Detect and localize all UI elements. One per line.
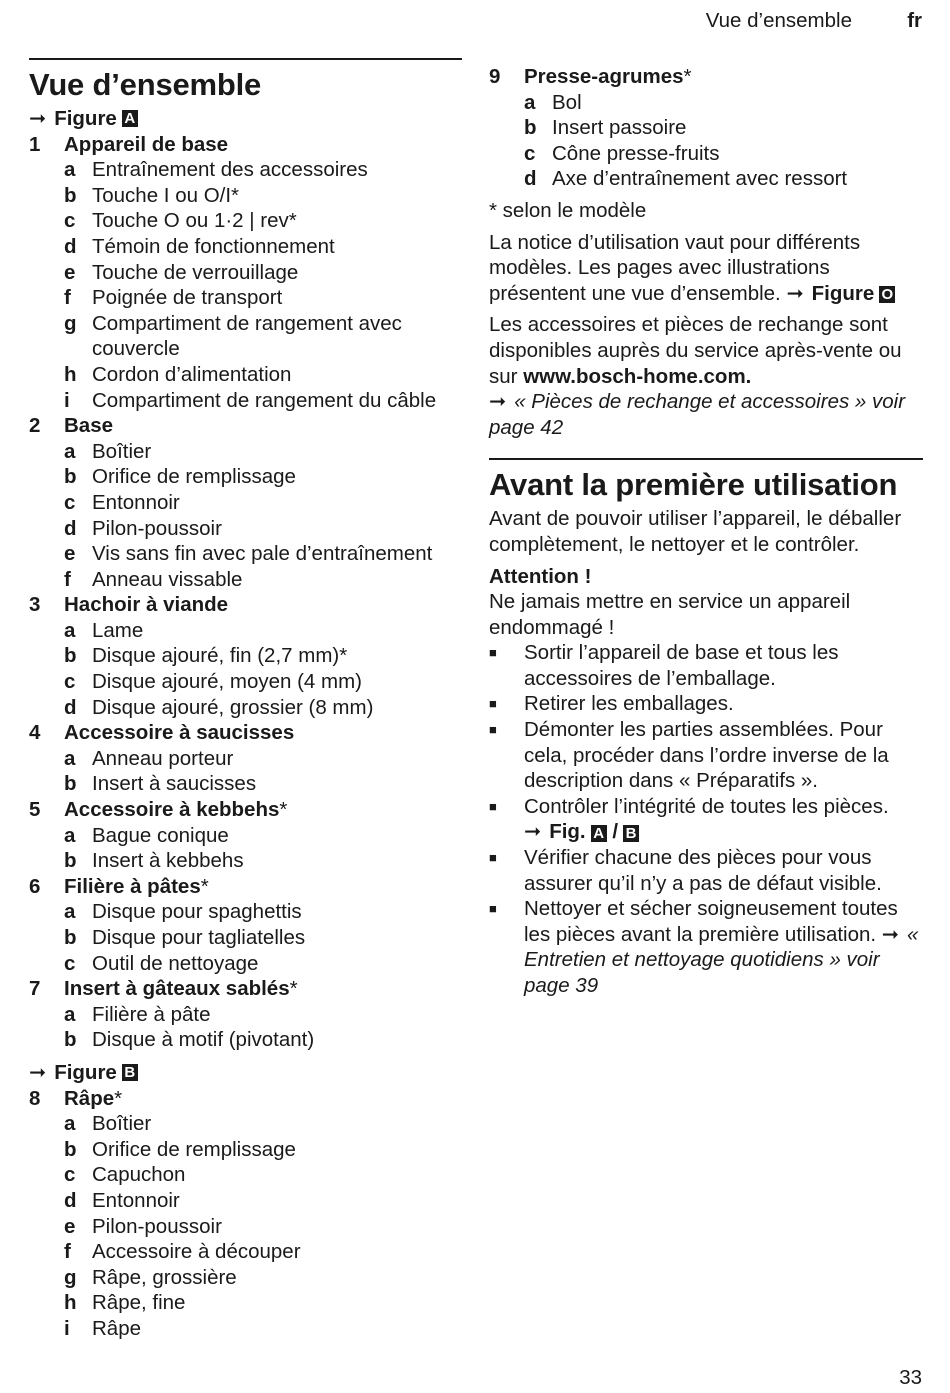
subitem-text: Poignée de transport bbox=[92, 286, 283, 310]
parts-subitem bbox=[29, 669, 462, 695]
subitem-text: Disque ajouré, moyen (4 mm) bbox=[92, 670, 363, 694]
group-title: Presse-agrumes bbox=[524, 65, 684, 88]
subitem-letter: f bbox=[64, 286, 71, 310]
subitem-text: Orifice de remplissage bbox=[92, 1137, 296, 1161]
subitem-text: Râpe bbox=[92, 1316, 142, 1340]
figure-letter-badge: A bbox=[122, 110, 138, 127]
parts-subitem bbox=[29, 464, 462, 490]
parts-list-a bbox=[29, 132, 462, 1053]
subitem-text: Disque à motif (pivotant) bbox=[92, 1028, 315, 1052]
subitem-text: Disque ajouré, grossier (8 mm) bbox=[92, 695, 374, 719]
group-title: Accessoire à saucisses bbox=[64, 721, 295, 745]
parts-group bbox=[29, 592, 462, 618]
section-heading: Vue d’ensemble bbox=[29, 67, 262, 102]
parts-subitem bbox=[29, 746, 462, 772]
parts-subitem bbox=[29, 925, 462, 951]
group-title: Filière à pâtes bbox=[64, 874, 201, 898]
step-item bbox=[489, 640, 923, 691]
subitem-letter: c bbox=[64, 1163, 76, 1187]
figure-label: Figure bbox=[811, 281, 875, 305]
step-text: Retirer les emballages. bbox=[524, 692, 734, 716]
group-asterisk: * bbox=[200, 874, 209, 898]
arrow-right-icon: ➞ bbox=[524, 820, 542, 844]
subitem-letter: i bbox=[64, 388, 70, 412]
group-title: Hachoir à viande bbox=[64, 593, 229, 617]
step-item bbox=[489, 845, 923, 896]
parts-subitem bbox=[489, 166, 923, 192]
subitem-text: Accessoire à découper bbox=[92, 1240, 301, 1264]
subitem-text: Râpe, grossière bbox=[92, 1265, 237, 1289]
subitem-letter: b bbox=[524, 116, 537, 140]
parts-subitem bbox=[29, 618, 462, 644]
subitem-letter: a bbox=[64, 618, 76, 642]
group-title: Accessoire à kebbehs bbox=[64, 798, 280, 822]
arrow-right-icon: ➞ bbox=[881, 922, 899, 946]
arrow-right-icon: ➞ bbox=[489, 390, 507, 414]
step-text: Vérifier chacune des pièces pour vous assurer qu’il n’y a pas de défaut visible. bbox=[524, 846, 882, 895]
section-heading-first-use: Avant la première utilisation bbox=[489, 467, 898, 503]
subitem-text: Râpe, fine bbox=[92, 1291, 186, 1315]
parts-subitem bbox=[29, 1239, 462, 1265]
subitem-letter: e bbox=[64, 260, 76, 284]
figure-letter-badge: A bbox=[591, 825, 607, 842]
subitem-letter: a bbox=[64, 1112, 76, 1136]
subitem-text: Cône presse-fruits bbox=[552, 141, 720, 165]
subitem-text: Outil de nettoyage bbox=[92, 951, 259, 975]
subitem-letter: e bbox=[64, 542, 76, 566]
parts-subitem bbox=[29, 771, 462, 797]
arrow-right-icon: ➞ bbox=[786, 281, 804, 305]
subitem-text: Anneau vissable bbox=[92, 567, 243, 591]
subitem-letter: c bbox=[64, 490, 76, 514]
parts-subitem bbox=[29, 643, 462, 669]
subitem-letter: d bbox=[64, 516, 77, 540]
subitem-letter: a bbox=[64, 1002, 76, 1026]
parts-subitem bbox=[29, 516, 462, 542]
figure-separator: / bbox=[612, 820, 619, 844]
figure-letter-badge: B bbox=[122, 1064, 138, 1081]
subitem-text: Pilon-poussoir bbox=[92, 1214, 222, 1238]
parts-subitem bbox=[29, 1214, 462, 1240]
square-bullet-icon: ■ bbox=[489, 901, 497, 917]
parts-list-9 bbox=[489, 64, 923, 192]
parts-subitem bbox=[489, 141, 923, 167]
figure-letter-badge: B bbox=[623, 825, 639, 842]
footnote: * selon le modèle bbox=[489, 198, 647, 222]
step-item bbox=[489, 717, 923, 794]
step-text: Contrôler l’intégrité de toutes les pièces. bbox=[524, 794, 889, 818]
models-text: La notice d’utilisation vaut pour différents modèles. Les pages avec illustrations présentent une vue d’ensemble. bbox=[489, 230, 861, 305]
subitem-letter: a bbox=[64, 746, 76, 770]
group-number: 2 bbox=[29, 414, 41, 438]
parts-subitem bbox=[29, 234, 462, 260]
step-item bbox=[489, 691, 923, 717]
parts-subitem bbox=[29, 157, 462, 183]
parts-group bbox=[29, 797, 462, 823]
subitem-text: Disque ajouré, fin (2,7 mm)* bbox=[92, 644, 348, 668]
group-title: Base bbox=[64, 414, 114, 438]
models-paragraph bbox=[489, 230, 923, 307]
parts-subitem bbox=[29, 362, 462, 388]
attention-text: Ne jamais mettre en service un appareil endommagé ! bbox=[489, 590, 851, 639]
parts-subitem bbox=[29, 1002, 462, 1028]
parts-subitem bbox=[29, 848, 462, 874]
parts-subitem bbox=[29, 823, 462, 849]
subitem-letter: c bbox=[64, 951, 76, 975]
group-title: Insert à gâteaux sablés bbox=[64, 977, 290, 1001]
subitem-letter: b bbox=[64, 1137, 77, 1161]
square-bullet-icon: ■ bbox=[489, 645, 497, 661]
group-number: 8 bbox=[29, 1086, 41, 1110]
step-item bbox=[489, 896, 923, 998]
group-number: 3 bbox=[29, 593, 41, 617]
subitem-letter: d bbox=[64, 1188, 77, 1212]
parts-subitem bbox=[29, 1290, 462, 1316]
group-number: 5 bbox=[29, 798, 41, 822]
parts-subitem bbox=[489, 115, 923, 141]
subitem-text: Touche I ou O/I* bbox=[92, 183, 240, 207]
parts-group bbox=[29, 874, 462, 900]
parts-subitem bbox=[29, 695, 462, 721]
figure-label: Fig. bbox=[549, 820, 586, 844]
subitem-letter: d bbox=[524, 167, 537, 191]
step-item bbox=[489, 794, 923, 845]
subitem-text: Vis sans fin avec pale d’entraînement bbox=[92, 542, 433, 566]
subitem-letter: g bbox=[64, 1265, 77, 1289]
parts-subitem bbox=[29, 1162, 462, 1188]
figure-reference-b bbox=[29, 1060, 462, 1086]
accessories-text: Les accessoires et pièces de rechange sont disponibles auprès du service après-vente ou sur bbox=[489, 313, 902, 388]
square-bullet-icon: ■ bbox=[489, 696, 497, 712]
arrow-right-icon: ➞ bbox=[29, 1060, 47, 1084]
parts-subitem bbox=[29, 1137, 462, 1163]
subitem-letter: b bbox=[64, 849, 77, 873]
subitem-text: Boîtier bbox=[92, 439, 152, 463]
subitem-letter: f bbox=[64, 567, 71, 591]
subitem-letter: g bbox=[64, 311, 77, 335]
website-link[interactable]: www.bosch-home.com. bbox=[523, 364, 752, 388]
group-asterisk: * bbox=[289, 977, 298, 1001]
parts-subitem bbox=[29, 208, 462, 234]
subitem-text: Lame bbox=[92, 618, 144, 642]
left-column bbox=[29, 58, 462, 1342]
spare-parts-reference[interactable]: « Pièces de rechange et accessoires » voir page 42 bbox=[489, 390, 906, 439]
group-number: 6 bbox=[29, 874, 41, 898]
step-text: Démonter les parties assemblées. Pour cela, procéder dans l’ordre inverse de la description dans « Préparatifs ». bbox=[524, 718, 889, 793]
subitem-letter: a bbox=[64, 823, 76, 847]
accessories-paragraph bbox=[489, 312, 923, 440]
subitem-text: Disque pour tagliatelles bbox=[92, 926, 306, 949]
parts-subitem bbox=[29, 285, 462, 311]
subitem-text: Entonnoir bbox=[92, 490, 180, 514]
subitem-text: Entonnoir bbox=[92, 1188, 180, 1212]
figure-label: Figure bbox=[54, 107, 117, 130]
arrow-right-icon: ➞ bbox=[29, 107, 47, 130]
parts-subitem bbox=[29, 1316, 462, 1342]
square-bullet-icon: ■ bbox=[489, 798, 497, 814]
subitem-letter: d bbox=[64, 234, 77, 258]
figure-reference-a bbox=[29, 106, 462, 132]
parts-subitem bbox=[489, 90, 923, 116]
subitem-letter: a bbox=[64, 900, 76, 924]
parts-subitem bbox=[29, 388, 462, 414]
section-rule bbox=[489, 458, 923, 460]
subitem-letter: b bbox=[64, 772, 77, 796]
subitem-letter: b bbox=[64, 1028, 77, 1052]
subitem-text: Capuchon bbox=[92, 1163, 186, 1187]
parts-subitem bbox=[29, 1111, 462, 1137]
subitem-text: Anneau porteur bbox=[92, 746, 234, 770]
square-bullet-icon: ■ bbox=[489, 722, 497, 738]
subitem-text: Pilon-poussoir bbox=[92, 516, 222, 540]
parts-subitem bbox=[29, 899, 462, 925]
subitem-text: Compartiment de rangement du câble bbox=[92, 388, 437, 412]
subitem-text: Orifice de remplissage bbox=[92, 465, 296, 489]
subitem-text: Bague conique bbox=[92, 823, 229, 847]
figure-letter-badge: O bbox=[879, 286, 895, 303]
parts-subitem bbox=[29, 490, 462, 516]
subitem-text: Disque pour spaghettis bbox=[92, 900, 302, 924]
page-number: 33 bbox=[899, 1366, 922, 1390]
attention-title: Attention ! bbox=[489, 564, 592, 588]
subitem-letter: b bbox=[64, 465, 77, 489]
right-column bbox=[489, 64, 923, 999]
cleaning-reference[interactable]: « Entretien et nettoyage quotidiens » voir page 39 bbox=[524, 922, 919, 997]
group-title: Appareil de base bbox=[64, 132, 229, 156]
subitem-letter: c bbox=[64, 670, 76, 694]
parts-subitem bbox=[29, 1188, 462, 1214]
subitem-letter: a bbox=[64, 439, 76, 463]
subitem-letter: d bbox=[64, 695, 77, 719]
subitem-letter: a bbox=[64, 158, 76, 182]
subitem-letter: h bbox=[64, 1291, 77, 1315]
subitem-letter: c bbox=[64, 209, 76, 233]
subitem-letter: h bbox=[64, 362, 77, 386]
intro-paragraph: Avant de pouvoir utiliser l’appareil, le déballer complètement, le nettoyer et le contrôler. bbox=[489, 507, 902, 556]
subitem-letter: e bbox=[64, 1214, 76, 1238]
parts-subitem bbox=[29, 567, 462, 593]
group-title: Râpe bbox=[64, 1086, 115, 1110]
parts-group bbox=[29, 1086, 462, 1112]
subitem-text: Filière à pâte bbox=[92, 1002, 211, 1026]
figure-label: Figure bbox=[54, 1060, 117, 1084]
parts-subitem bbox=[29, 260, 462, 286]
subitem-text: Axe d’entraînement avec ressort bbox=[552, 167, 848, 191]
subitem-text: Touche O ou 1·2 | rev* bbox=[92, 209, 297, 233]
subitem-letter: b bbox=[64, 644, 77, 668]
step-text: Nettoyer et sécher soigneusement toutes les pièces avant la première utilisation. bbox=[524, 897, 898, 946]
subitem-text: Insert passoire bbox=[552, 116, 687, 140]
parts-subitem bbox=[29, 439, 462, 465]
section-rule bbox=[29, 58, 462, 60]
parts-subitem bbox=[29, 1027, 462, 1053]
parts-subitem bbox=[29, 183, 462, 209]
subitem-letter: b bbox=[64, 183, 77, 207]
parts-subitem bbox=[29, 951, 462, 977]
subitem-text: Bol bbox=[552, 90, 582, 114]
subitem-text: Insert à saucisses bbox=[92, 772, 257, 796]
subitem-text: Insert à kebbehs bbox=[92, 849, 244, 873]
square-bullet-icon: ■ bbox=[489, 850, 497, 866]
parts-group bbox=[29, 720, 462, 746]
parts-subitem bbox=[29, 1265, 462, 1291]
group-number: 4 bbox=[29, 721, 41, 745]
group-asterisk: * bbox=[683, 65, 692, 88]
subitem-text: Compartiment de rangement avec couvercle bbox=[92, 311, 402, 361]
subitem-letter: i bbox=[64, 1316, 70, 1340]
group-number: 9 bbox=[489, 65, 501, 88]
subitem-text: Touche de verrouillage bbox=[92, 260, 299, 284]
group-number: 1 bbox=[29, 132, 41, 156]
subitem-letter: c bbox=[524, 141, 536, 165]
subitem-text: Témoin de fonctionnement bbox=[92, 234, 335, 258]
step-text: Sortir l’appareil de base et tous les accessoires de l’emballage. bbox=[524, 641, 839, 690]
parts-subitem bbox=[29, 311, 462, 362]
parts-group bbox=[29, 976, 462, 1002]
subitem-letter: f bbox=[64, 1240, 71, 1264]
subitem-text: Cordon d’alimentation bbox=[92, 362, 292, 386]
subitem-letter: a bbox=[524, 90, 536, 114]
running-header-title: Vue d’ensemble bbox=[705, 9, 852, 32]
parts-group bbox=[29, 413, 462, 439]
parts-subitem bbox=[29, 541, 462, 567]
group-asterisk: * bbox=[114, 1086, 123, 1110]
subitem-letter: b bbox=[64, 926, 77, 949]
subitem-text: Boîtier bbox=[92, 1112, 152, 1136]
steps-list bbox=[489, 640, 923, 998]
parts-list-b bbox=[29, 1086, 462, 1342]
parts-group bbox=[29, 132, 462, 158]
language-code: fr bbox=[907, 9, 922, 32]
group-asterisk: * bbox=[279, 798, 288, 822]
subitem-text: Entraînement des accessoires bbox=[92, 158, 368, 182]
group-number: 7 bbox=[29, 977, 41, 1001]
parts-group bbox=[489, 64, 923, 90]
